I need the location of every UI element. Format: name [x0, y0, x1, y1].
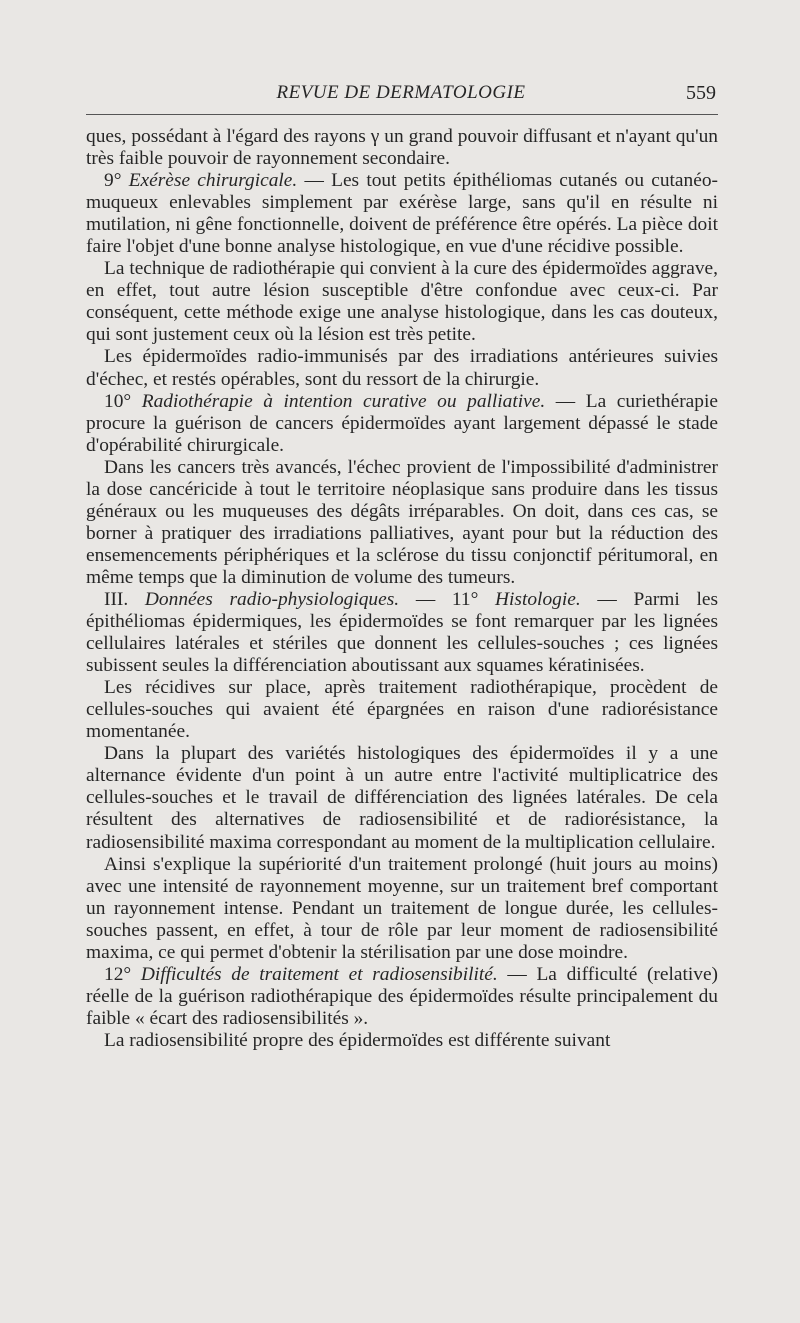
section-heading: Difficultés de traitement et radiosensibilité.	[140, 963, 498, 985]
page-header	[86, 82, 716, 110]
page-number: 559	[686, 82, 716, 104]
section-heading: Données radio-physiologiques.	[144, 588, 400, 610]
paragraph: Les récidives sur place, après traitement radiothérapique, procèdent de cellules-souches qui avaient été épargnées en raison d'une radiorésistance momentanée.	[86, 677, 718, 743]
running-title: REVUE DE DERMATOLOGIE	[276, 82, 526, 103]
paragraph: La technique de radiothérapie qui convient à la cure des épidermoïdes aggrave, en effet, tout autre lésion susceptible d'être confondue avec ceux-ci. Par conséquent, cette méthode exige une analyse histologique, dans les cas douteux, qui sont justement ceux où la lésion est très petite.	[86, 258, 718, 346]
paragraph: 9° Exérèse chirurgicale. — Les tout petits épithéliomas cutanés ou cutanéo-muqueux enlevables simplement par exérèse large, sans qu'il en résulte ni mutilation, ni gêne fonctionnelle, doivent de préférence être opérés. La pièce doit faire l'objet d'une bonne analyse histologique, en vue d'une récidive possible.	[86, 170, 718, 258]
paragraph: Dans la plupart des variétés histologiques des épidermoïdes il y a une alternance évidente d'un point à un autre entre l'activité multiplicatrice des cellules-souches et le travail de différenciation des lignées latérales. De cela résultent des alternatives de radiosensibilité et de radiorésistance, la radiosensibilité maxima correspondant au moment de la multiplication cellulaire.	[86, 743, 718, 853]
section-heading: Radiothérapie à intention curative ou palliative.	[141, 390, 546, 412]
section-heading: Histologie.	[495, 588, 581, 610]
body-text	[86, 126, 718, 1052]
paragraph: ques, possédant à l'égard des rayons γ un grand pouvoir diffusant et n'ayant qu'un très faible pouvoir de rayonnement secondaire.	[86, 126, 718, 170]
section-heading: Exérèse chirurgicale.	[128, 170, 298, 192]
paragraph: 10° Radiothérapie à intention curative ou palliative. — La curiethérapie procure la guérison de cancers épidermoïdes ayant largement dépassé le stade d'opérabilité chirurgicale.	[86, 390, 718, 456]
paragraph: III. Données radio-physiologiques. — 11° Histologie. — Parmi les épithéliomas épidermiques, les épidermoïdes se font remarquer par les lignées cellulaires latérales et stériles que donnent les cellules-souches ; ces lignées subissent seules la différenciation aboutissant aux squames kératinisées.	[86, 588, 719, 677]
header-rule	[86, 114, 718, 115]
paragraph: Les épidermoïdes radio-immunisés par des irradiations antérieures suivies d'échec, et restés opérables, sont du ressort de la chirurgie.	[86, 346, 718, 390]
paragraph: Ainsi s'explique la supériorité d'un traitement prolongé (huit jours au moins) avec une intensité de rayonnement moyenne, sur un traitement bref comportant un rayonnement intense. Pendant un traitement de longue durée, les cellules-souches passent, en effet, à tour de rôle par leur moment de radiosensibilité maxima, ce qui permet d'obtenir la stérilisation par une dose moindre.	[86, 853, 718, 963]
paragraph: La radiosensibilité propre des épidermoïdes est différente suivant	[104, 1029, 611, 1051]
paragraph: 12° Difficultés de traitement et radiosensibilité. — La difficulté (relative) réelle de la guérison radiothérapique des épidermoïdes résulte principalement du faible « écart des radiosensibilités ».	[86, 963, 719, 1029]
paragraph: Dans les cancers très avancés, l'échec provient de l'impossibilité d'administrer la dose cancéricide à tout le territoire néoplasique sans produire dans les tissus généraux ou les muqueuses des dégâts irréparables. On doit, dans ces cas, se borner à pratiquer des irradiations palliatives, ayant pour but la réduction des ensemencements périphériques et la sclérose du tissu conjonctif péritumoral, en même temps que la diminution de volume des tumeurs.	[86, 456, 718, 588]
